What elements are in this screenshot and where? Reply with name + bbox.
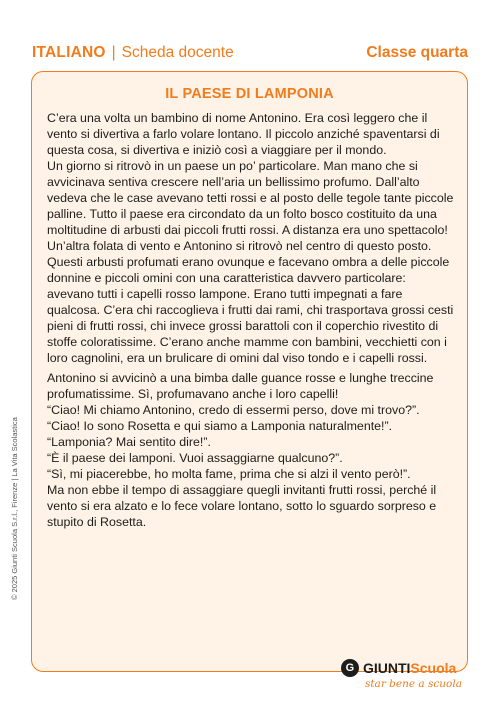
- header-left: [32, 44, 234, 62]
- dialogue-line: “Ciao! Io sono Rosetta e qui siamo a Lamponia naturalmente!”.: [47, 419, 393, 433]
- header-separator: |: [111, 44, 116, 61]
- brand-name-part1: GIUNTI: [362, 660, 411, 676]
- story-text: [47, 110, 455, 530]
- copyright-credit: © 2025 Giunti Scuola S.r.l., Firenze | La Vita Scolastica: [10, 417, 19, 600]
- story-paragraph: Ma non ebbe il tempo di assaggiare quegli invitanti frutti rossi, perché il vento si era alzato e lo fece volare lontano, sotto lo sguardo sorpreso e stupito di Rosetta.: [47, 483, 437, 529]
- story-paragraph: Un’altra folata di vento e Antonino si ritrovò nel centro di questo posto. Questi arbusti profumati erano ovunque e facevano ombra a delle piccole donnine e piccoli omini con una caratteristica davvero particolare: avevano tutti i capelli rosso lampone. Erano tutti impegnati a fare qualcosa. C’era chi raccoglieva i frutti dai rami, chi trasportava grossi cesti pieni di frutti rossi, chi invece grossi barattoli con il coperchio rivestito di stoffe coloratissime. C’erano anche mamme con bambini, vecchietti con i loro cagnolini, era un brulicare di omini dal viso tondo e i capelli rossi.: [47, 239, 454, 365]
- story-paragraph: C’era una volta un bambino di nome Antonino. Era così leggero che il vento si divertiva a farlo volare lontano. Il piccolo anziché spaventarsi di questa cosa, si divertiva e iniziò così a viaggiare per il mondo.: [47, 111, 440, 157]
- dialogue-line: “Lamponia? Mai sentito dire!”.: [47, 435, 211, 449]
- publisher-logo: [341, 659, 462, 690]
- dialogue-line: “È il paese dei lamponi. Vuoi assaggiarne qualcuno?”.: [47, 451, 343, 465]
- page-header: [32, 44, 468, 66]
- brand-tagline: star bene a scuola: [364, 678, 462, 690]
- grade-label: Classe quarta: [366, 44, 468, 61]
- giunti-g-icon: G: [341, 659, 359, 677]
- subject-label: ITALIANO: [32, 44, 106, 61]
- story-card: [31, 71, 468, 672]
- dialogue-line: “Ciao! Mi chiamo Antonino, credo di essermi perso, dove mi trovo?”.: [47, 403, 420, 417]
- brand-name-part2: Scuola: [410, 660, 457, 676]
- sheet-type-label: Scheda docente: [121, 44, 234, 61]
- dialogue-line: “Sì, mi piacerebbe, ho molta fame, prima che si alzi il vento però!”.: [47, 467, 411, 481]
- story-paragraph: Un giorno si ritrovò in un paese un po’ particolare. Man mano che si avvicinava sentiva crescere nell’aria un bellissimo profumo. Dall’alto vedeva che le case avevano tetti rossi e al posto delle tegole tante piccole palline. Tutto il paese era circondato da un folto bosco costituito da una moltitudine di arbusti dai piccoli frutti rossi. A distanza era uno spettacolo!: [47, 159, 454, 237]
- story-paragraph: Antonino si avvicinò a una bimba dalle guance rosse e lunghe treccine profumatissime. Sì, profumavano anche i loro capelli!: [47, 371, 434, 401]
- story-title: IL PAESE DI LAMPONIA: [165, 86, 334, 102]
